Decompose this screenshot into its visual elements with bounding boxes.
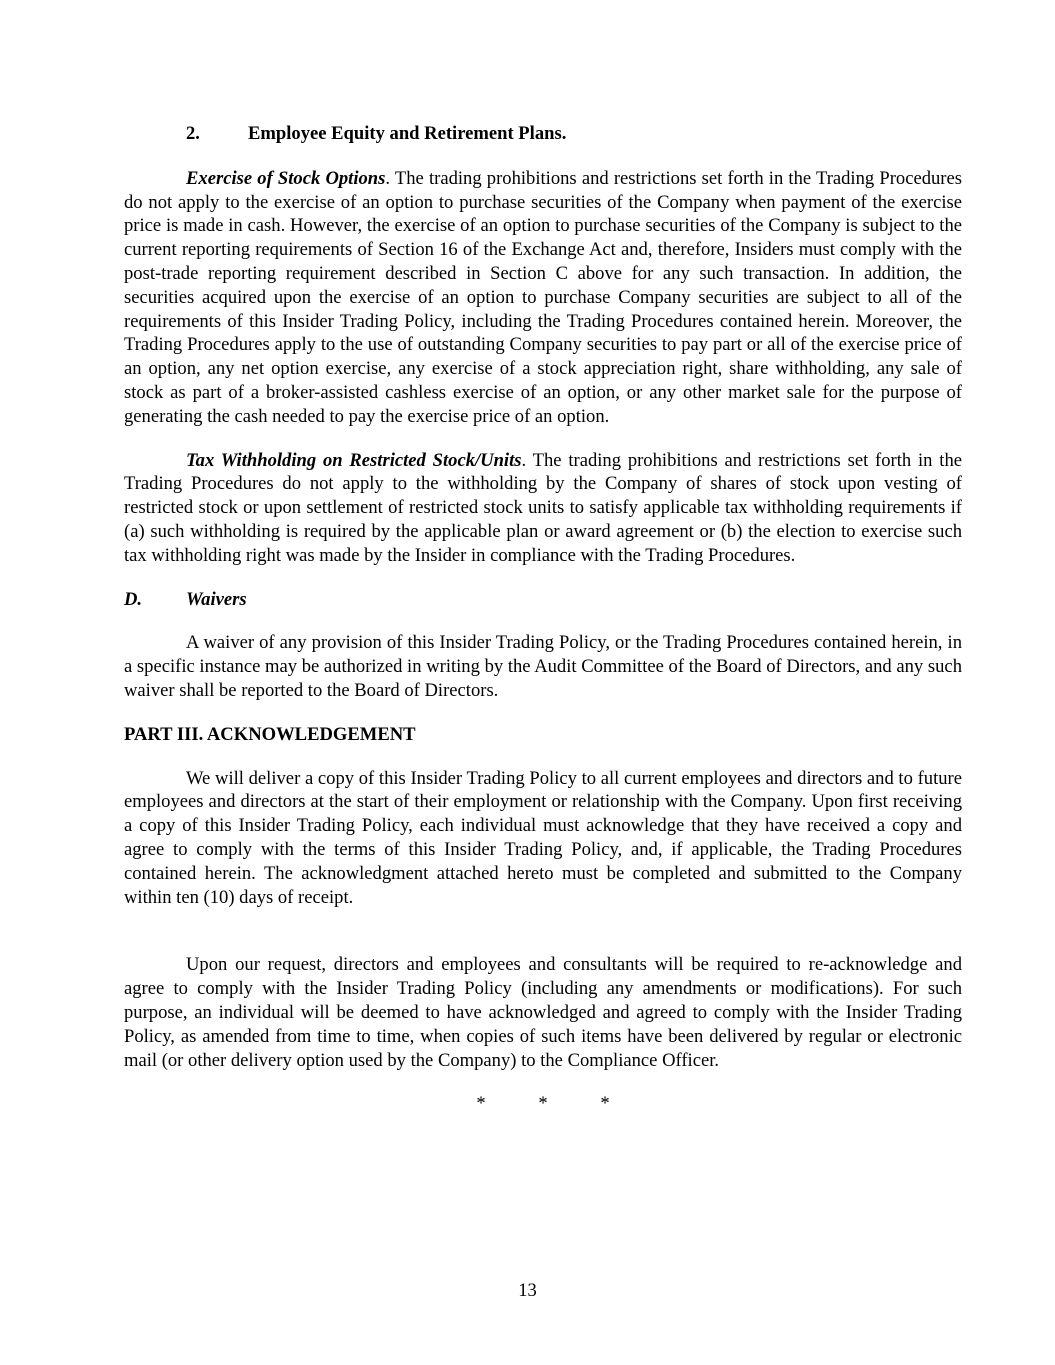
tax-text: . The trading prohibitions and restrictions set forth in the Trading Procedures do not apply to the withholding by the Company of shares of stock upon vesting of restricted stock or upon settlement of restricted stock units to satisfy applicable tax withholding requirements if (a) such withholding is required by the applicable plan or award agreement or (b) the election to exercise such tax withholding right was made by the Insider in compliance with the Trading Procedures. <box>124 449 962 566</box>
exercise-heading: Exercise of Stock Options <box>186 167 386 189</box>
tax-heading: Tax Withholding on Restricted Stock/Units <box>186 449 522 471</box>
document-page <box>124 122 962 1116</box>
section-separator <box>124 1092 962 1116</box>
exercise-text: . The trading prohibitions and restrictions set forth in the Trading Procedures do not apply to the exercise of an option to purchase securities of the Company when payment of the exercise price is made in cash. However, the exercise of an option to purchase securities of the Company is subject to the current reporting requirements of Section 16 of the Exchange Act and, therefore, Insiders must comply with the post-trade reporting requirement described in Section C above for any such transaction. In addition, the securities acquired upon the exercise of an option to purchase Company securities are subject to all of the requirements of this Insider Trading Policy, including the Trading Procedures contained herein. Moreover, the Trading Procedures apply to the use of outstanding Company securities to pay part or all of the exercise price of an option, any net option exercise, any exercise of a stock appreciation right, share withholding, any sale of stock as part of a broker-assisted cashless exercise of an option, or any other market sale for the purpose of generating the cash needed to pay the exercise price of an option. <box>124 167 962 427</box>
section-2-number: 2. <box>186 123 200 144</box>
separator-star: * <box>600 1093 610 1115</box>
section-d-letter: D. <box>124 588 143 610</box>
section-2-title: Employee Equity and Retirement Plans. <box>248 123 567 144</box>
exercise-paragraph <box>124 167 962 429</box>
section-d-title: Waivers <box>186 588 247 610</box>
tax-paragraph <box>124 449 962 568</box>
acknowledgement-paragraph-1: We will deliver a copy of this Insider Trading Policy to all current employees and directors and to future employees and directors at the start of their employment or relationship with the Company. Upon first receiving a copy of this Insider Trading Policy, each individual must acknowledge that they have received a copy and agree to comply with the terms of this Insider Trading Policy, and, if applicable, the Trading Procedures contained herein. The acknowledgment attached hereto must be completed and submitted to the Company within ten (10) days of receipt. <box>124 767 962 908</box>
section-d-heading <box>124 588 962 612</box>
waiver-paragraph: A waiver of any provision of this Insider Trading Policy, or the Trading Procedures contained herein, in a specific instance may be authorized in writing by the Audit Committee of the Board of Directors, and any such waiver shall be reported to the Board of Directors. <box>124 632 962 701</box>
acknowledgement-paragraph-2: Upon our request, directors and employees and consultants will be required to re-acknowledge and agree to comply with the Insider Trading Policy (including any amendments or modifications). For such purpose, an individual will be deemed to have acknowledged and agreed to comply with the Insider Trading Policy, as amended from time to time, when copies of such items have been delivered by regular or electronic mail (or other delivery option used by the Company) to the Compliance Officer. <box>124 954 962 1071</box>
page-number: 13 <box>518 1280 537 1301</box>
separator-star: * <box>538 1093 548 1115</box>
section-2-heading <box>186 122 962 146</box>
separator-star: * <box>476 1093 486 1115</box>
part-3-heading: PART III. ACKNOWLEDGEMENT <box>124 723 416 745</box>
